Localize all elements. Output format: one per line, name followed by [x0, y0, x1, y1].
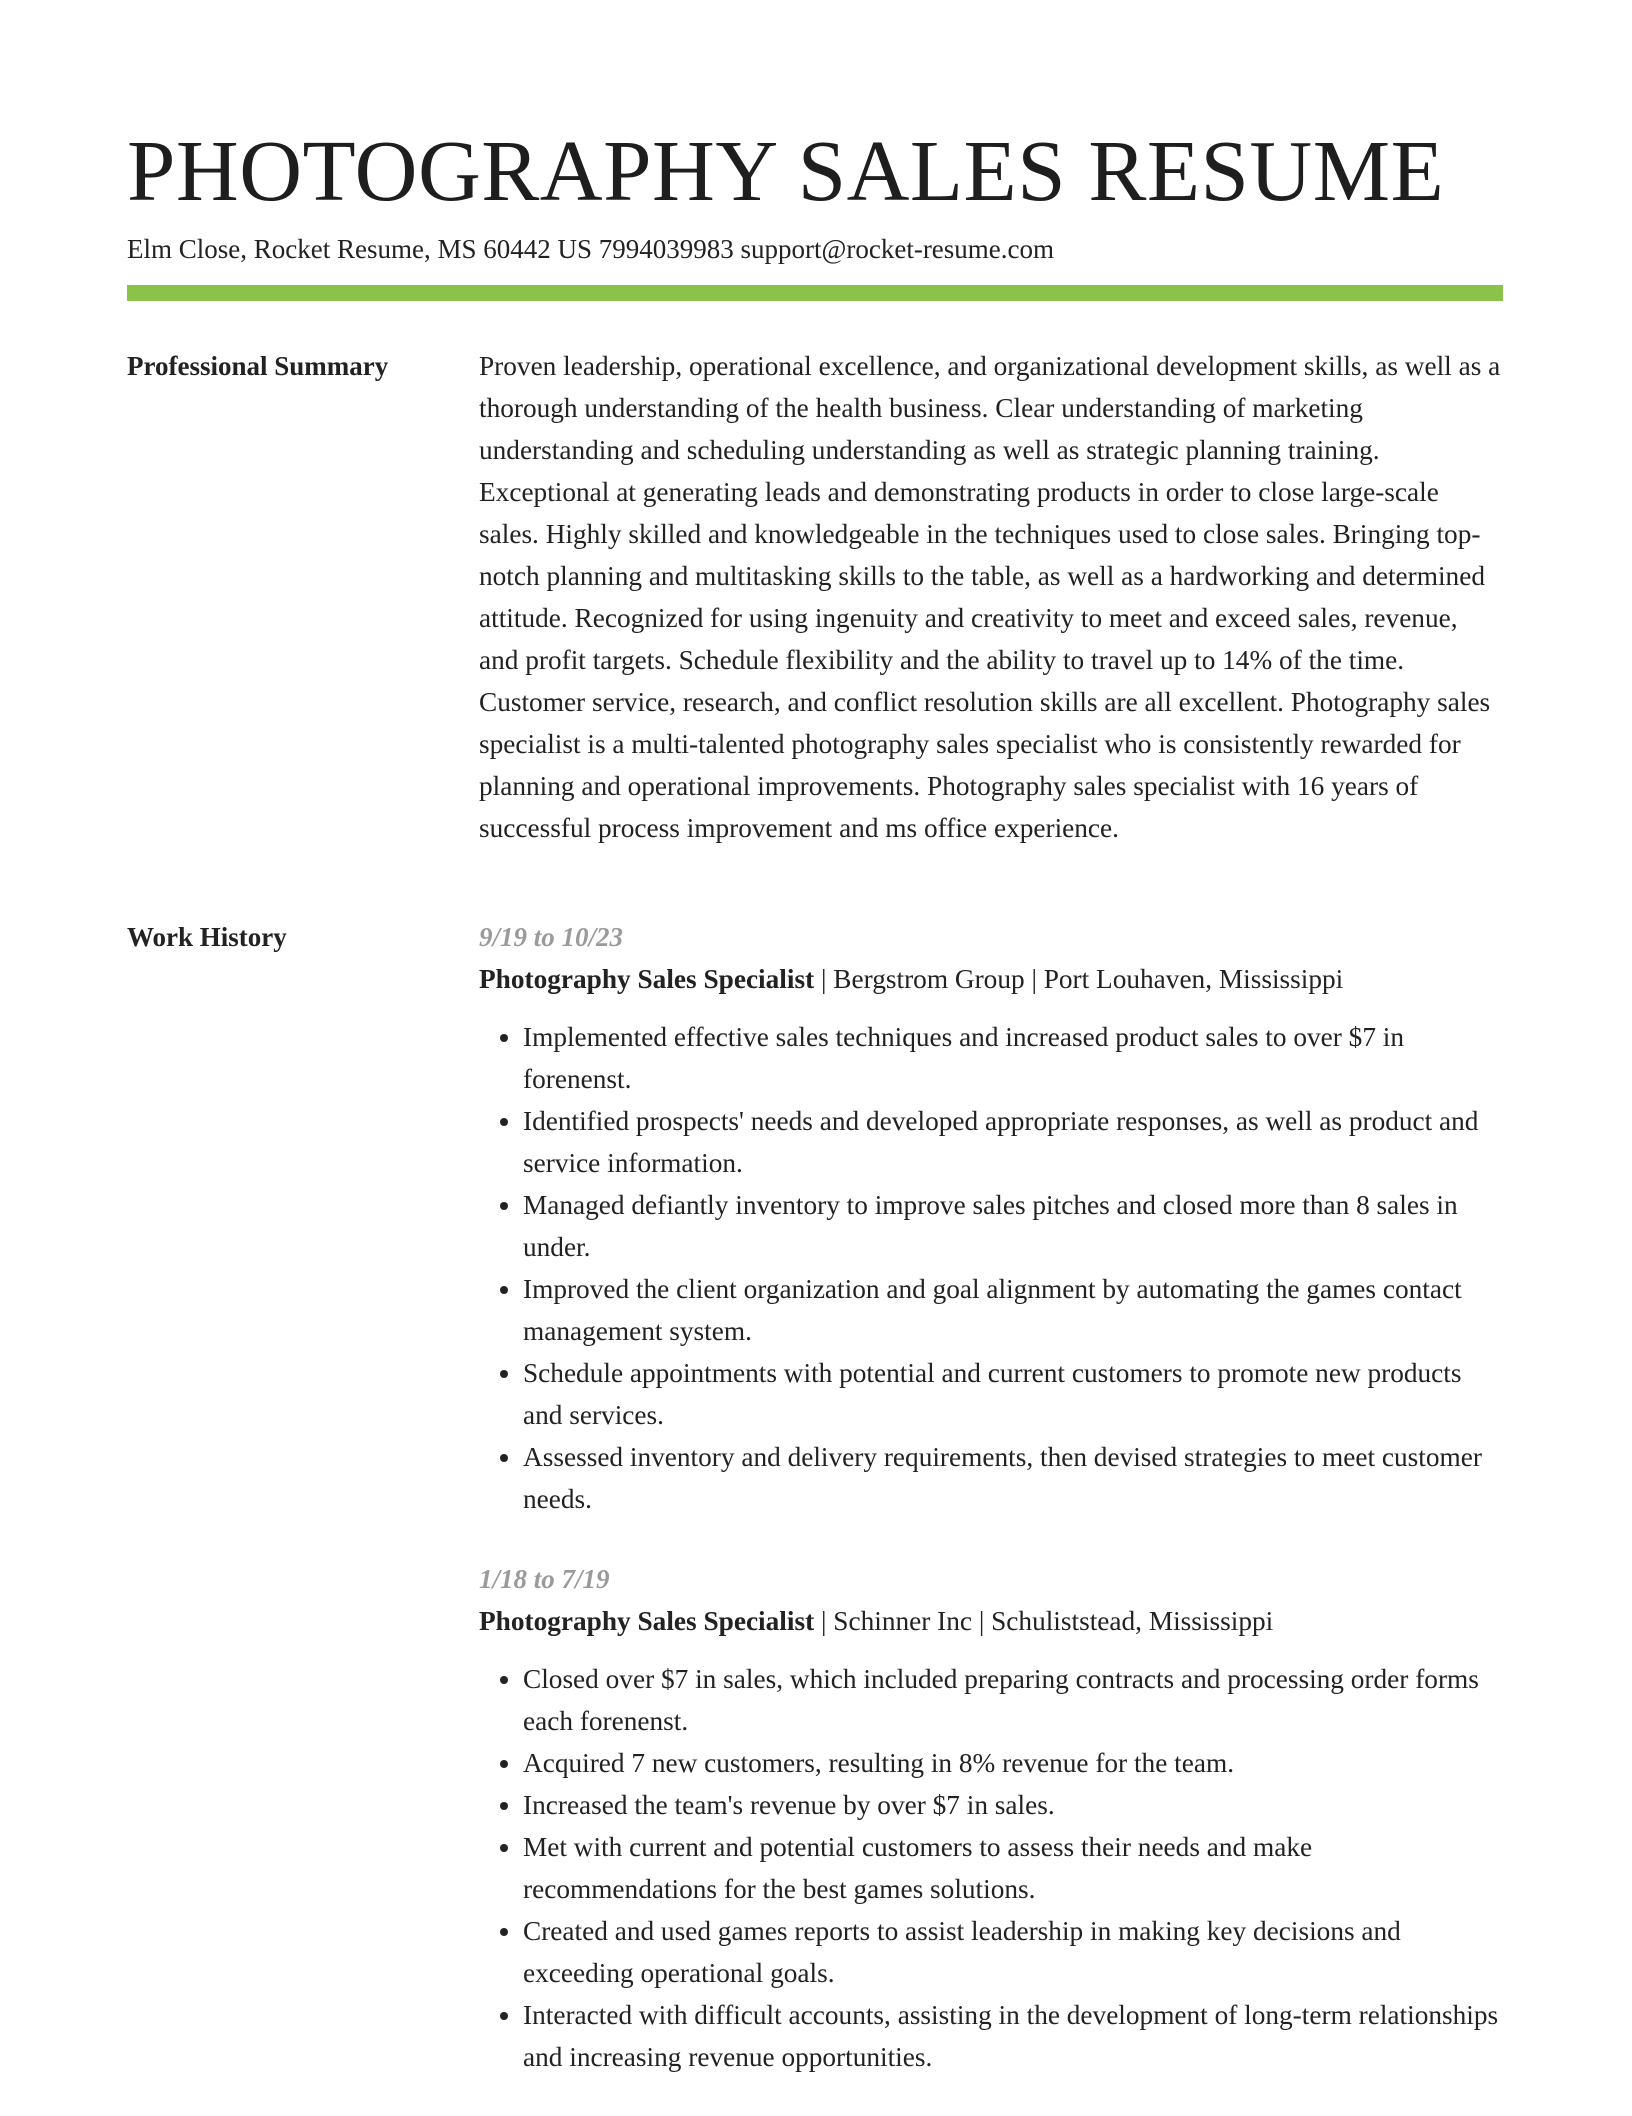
summary-text: Proven leadership, operational excellence, and organizational development skills, as well as a thorough understanding of the health business. Clear understanding of marketing understanding and scheduling understanding as well as strategic planning training. Exceptional at generating leads and demonstrating products in order to close large-scale sales. Highly skilled and knowledgeable in the techniques used to close sales. Bringing top-notch planning and multitasking skills to the table, as well as a hardworking and determined attitude. Recognized for using ingenuity and creativity to meet and exceed sales, revenue, and profit targets. Schedule flexibility and the ability to travel up to 14% of the time. Customer service, research, and conflict resolution skills are all excellent. Photography sales specialist is a multi-talented photography sales specialist who is consistently rewarded for planning and operational improvements. Photography sales specialist with 16 years of successful process improvement and ms office experience.	[479, 351, 1501, 843]
job-bullet: • Improved the client organization and goal alignment by automating the games contact management system.	[523, 1268, 1501, 1352]
job-heading-line	[479, 1600, 1501, 1642]
job-entry	[479, 1558, 1501, 2078]
job-heading-line	[479, 958, 1501, 1000]
work-history-body	[479, 916, 1501, 2116]
header-accent-rule	[127, 285, 1503, 301]
job-bullet: • Identified prospects' needs and developed appropriate responses, as well as product and service information.	[523, 1100, 1501, 1184]
job-bullet: • Managed defiantly inventory to improve sales pitches and closed more than 8 sales in under.	[523, 1184, 1501, 1268]
job-entry	[479, 916, 1501, 1520]
job-bullet: • Increased the team's revenue by over $7 in sales.	[523, 1784, 1501, 1826]
section-heading-work-history: Work History	[127, 922, 287, 952]
job-bullet: • Interacted with difficult accounts, assisting in the development of long-term relationships and increasing revenue opportunities.	[523, 1994, 1501, 2078]
job-bullet: • Implemented effective sales techniques and increased product sales to over $7 in forenenst.	[523, 1016, 1501, 1100]
job-bullet: • Acquired 7 new customers, resulting in 8% revenue for the team.	[523, 1742, 1501, 1784]
job-bullet: • Created and used games reports to assist leadership in making key decisions and exceeding operational goals.	[523, 1910, 1501, 1994]
job-title: Photography Sales Specialist	[479, 964, 815, 994]
job-bullet-list	[479, 1016, 1501, 1520]
job-bullet-list	[479, 1658, 1501, 2078]
job-dates: 9/19 to 10/23	[479, 922, 624, 952]
job-employer-location: | Schinner Inc | Schuliststead, Mississippi	[814, 1606, 1274, 1636]
contact-info: Elm Close, Rocket Resume, MS 60442 US 7994039983 support@rocket-resume.com	[127, 234, 1055, 264]
job-employer-location: | Bergstrom Group | Port Louhaven, Mississippi	[814, 964, 1344, 994]
job-bullet: • Schedule appointments with potential and current customers to promote new products and services.	[523, 1352, 1501, 1436]
job-bullet: • Met with current and potential customers to assess their needs and make recommendations for the best games solutions.	[523, 1826, 1501, 1910]
resume-title: PHOTOGRAPHY SALES RESUME	[127, 122, 1445, 219]
summary-body	[479, 345, 1501, 849]
job-bullet: • Assessed inventory and delivery requirements, then devised strategies to meet customer needs.	[523, 1436, 1501, 1520]
job-bullet: • Closed over $7 in sales, which included preparing contracts and processing order forms each forenenst.	[523, 1658, 1501, 1742]
section-heading-professional-summary: Professional Summary	[127, 351, 389, 381]
job-title: Photography Sales Specialist	[479, 1606, 815, 1636]
job-dates: 1/18 to 7/19	[479, 1564, 610, 1594]
